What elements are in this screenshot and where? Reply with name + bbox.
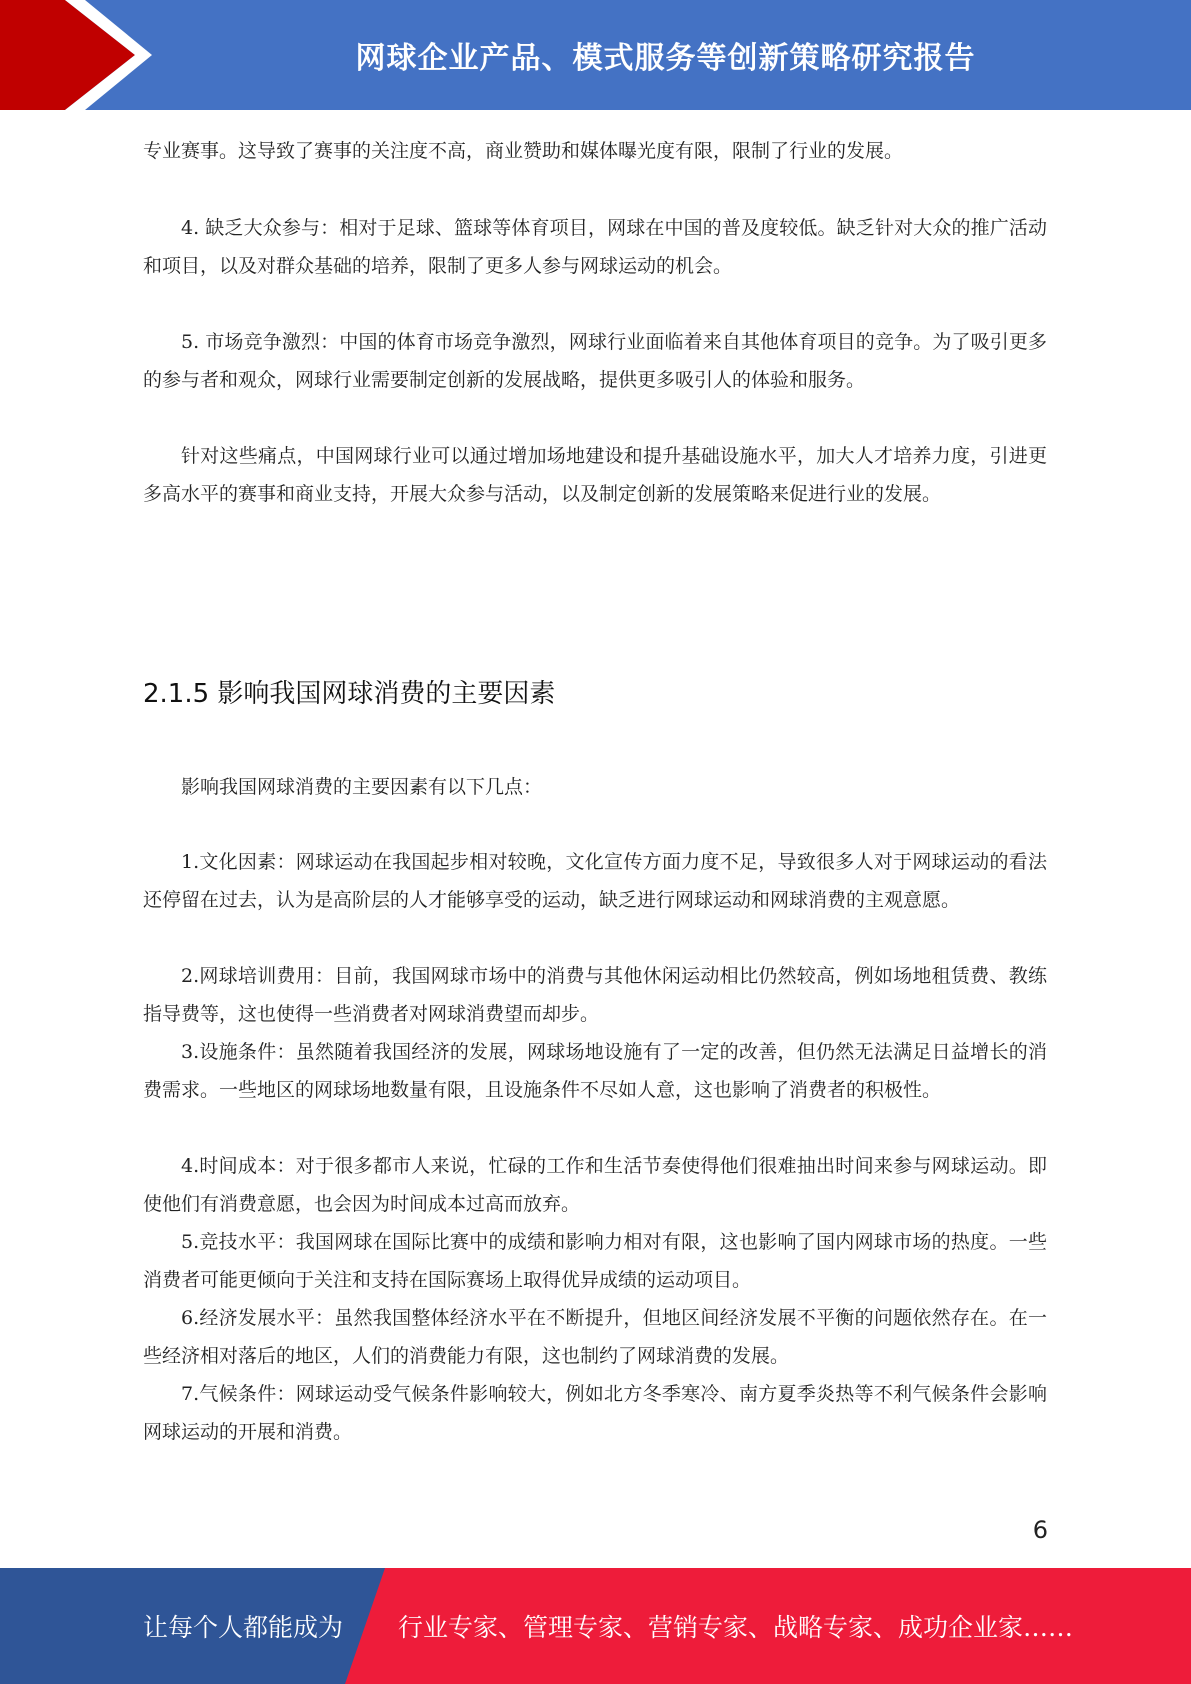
factor-item: 7.气候条件：网球运动受气候条件影响较大，例如北方冬季寒冷、南方夏季炎热等不利气候条件会影响网球运动的开展和消费。 (143, 1383, 1047, 1443)
paragraph-summary: 针对这些痛点，中国网球行业可以通过增加场地建设和提升基础设施水平，加大人才培养力度，引进更多高水平的赛事和商业支持，开展大众参与活动，以及制定创新的发展策略来促进行业的发展。 (143, 445, 1047, 505)
factor-item: 5.竞技水平：我国网球在国际比赛中的成绩和影响力相对有限，这也影响了国内网球市场的热度。一些消费者可能更倾向于关注和支持在国际赛场上取得优异成绩的运动项目。 (143, 1231, 1047, 1291)
factor-item: 3.设施条件：虽然随着我国经济的发展，网球场地设施有了一定的改善，但仍然无法满足日益增长的消费需求。一些地区的网球场地数量有限，且设施条件不尽如人意，这也影响了消费者的积极性。 (143, 1041, 1047, 1101)
factor-item: 4.时间成本：对于很多都市人来说，忙碌的工作和生活节奏使得他们很难抽出时间来参与网球运动。即使他们有消费意愿，也会因为时间成本过高而放弃。 (143, 1155, 1047, 1215)
page-number: 6 (1032, 1516, 1048, 1544)
paragraph-point-4: 4. 缺乏大众参与：相对于足球、篮球等体育项目，网球在中国的普及度较低。缺乏针对大众的推广活动和项目，以及对群众基础的培养，限制了更多人参与网球运动的机会。 (143, 217, 1047, 277)
page-header (0, 0, 1191, 110)
header-title: 网球企业产品、模式服务等创新策略研究报告 (355, 41, 976, 76)
page-footer (0, 1568, 1191, 1684)
section-intro: 影响我国网球消费的主要因素有以下几点： (181, 776, 543, 798)
paragraph-continued: 专业赛事。这导致了赛事的关注度不高，商业赞助和媒体曝光度有限，限制了行业的发展。 (143, 140, 904, 162)
header-chevron-decoration (0, 0, 160, 110)
section-title: 2.1.5 影响我国网球消费的主要因素 (143, 679, 556, 709)
factor-item: 1.文化因素：网球运动在我国起步相对较晚，文化宣传方面力度不足，导致很多人对于网球运动的看法还停留在过去，认为是高阶层的人才能够享受的运动，缺乏进行网球运动和网球消费的主观意愿。 (143, 851, 1047, 911)
factor-item: 2.网球培训费用：目前，我国网球市场中的消费与其他休闲运动相比仍然较高，例如场地租赁费、教练指导费等，这也使得一些消费者对网球消费望而却步。 (143, 965, 1047, 1025)
footer-slogan-right: 行业专家、管理专家、营销专家、战略专家、成功企业家…… (398, 1613, 1074, 1642)
footer-slogan-left: 让每个人都能成为 (143, 1613, 344, 1642)
paragraph-point-5: 5. 市场竞争激烈：中国的体育市场竞争激烈，网球行业面临着来自其他体育项目的竞争。为了吸引更多的参与者和观众，网球行业需要制定创新的发展战略，提供更多吸引人的体验和服务。 (143, 331, 1047, 391)
factor-item: 6.经济发展水平：虽然我国整体经济水平在不断提升，但地区间经济发展不平衡的问题依然存在。在一些经济相对落后的地区，人们的消费能力有限，这也制约了网球消费的发展。 (143, 1307, 1047, 1367)
